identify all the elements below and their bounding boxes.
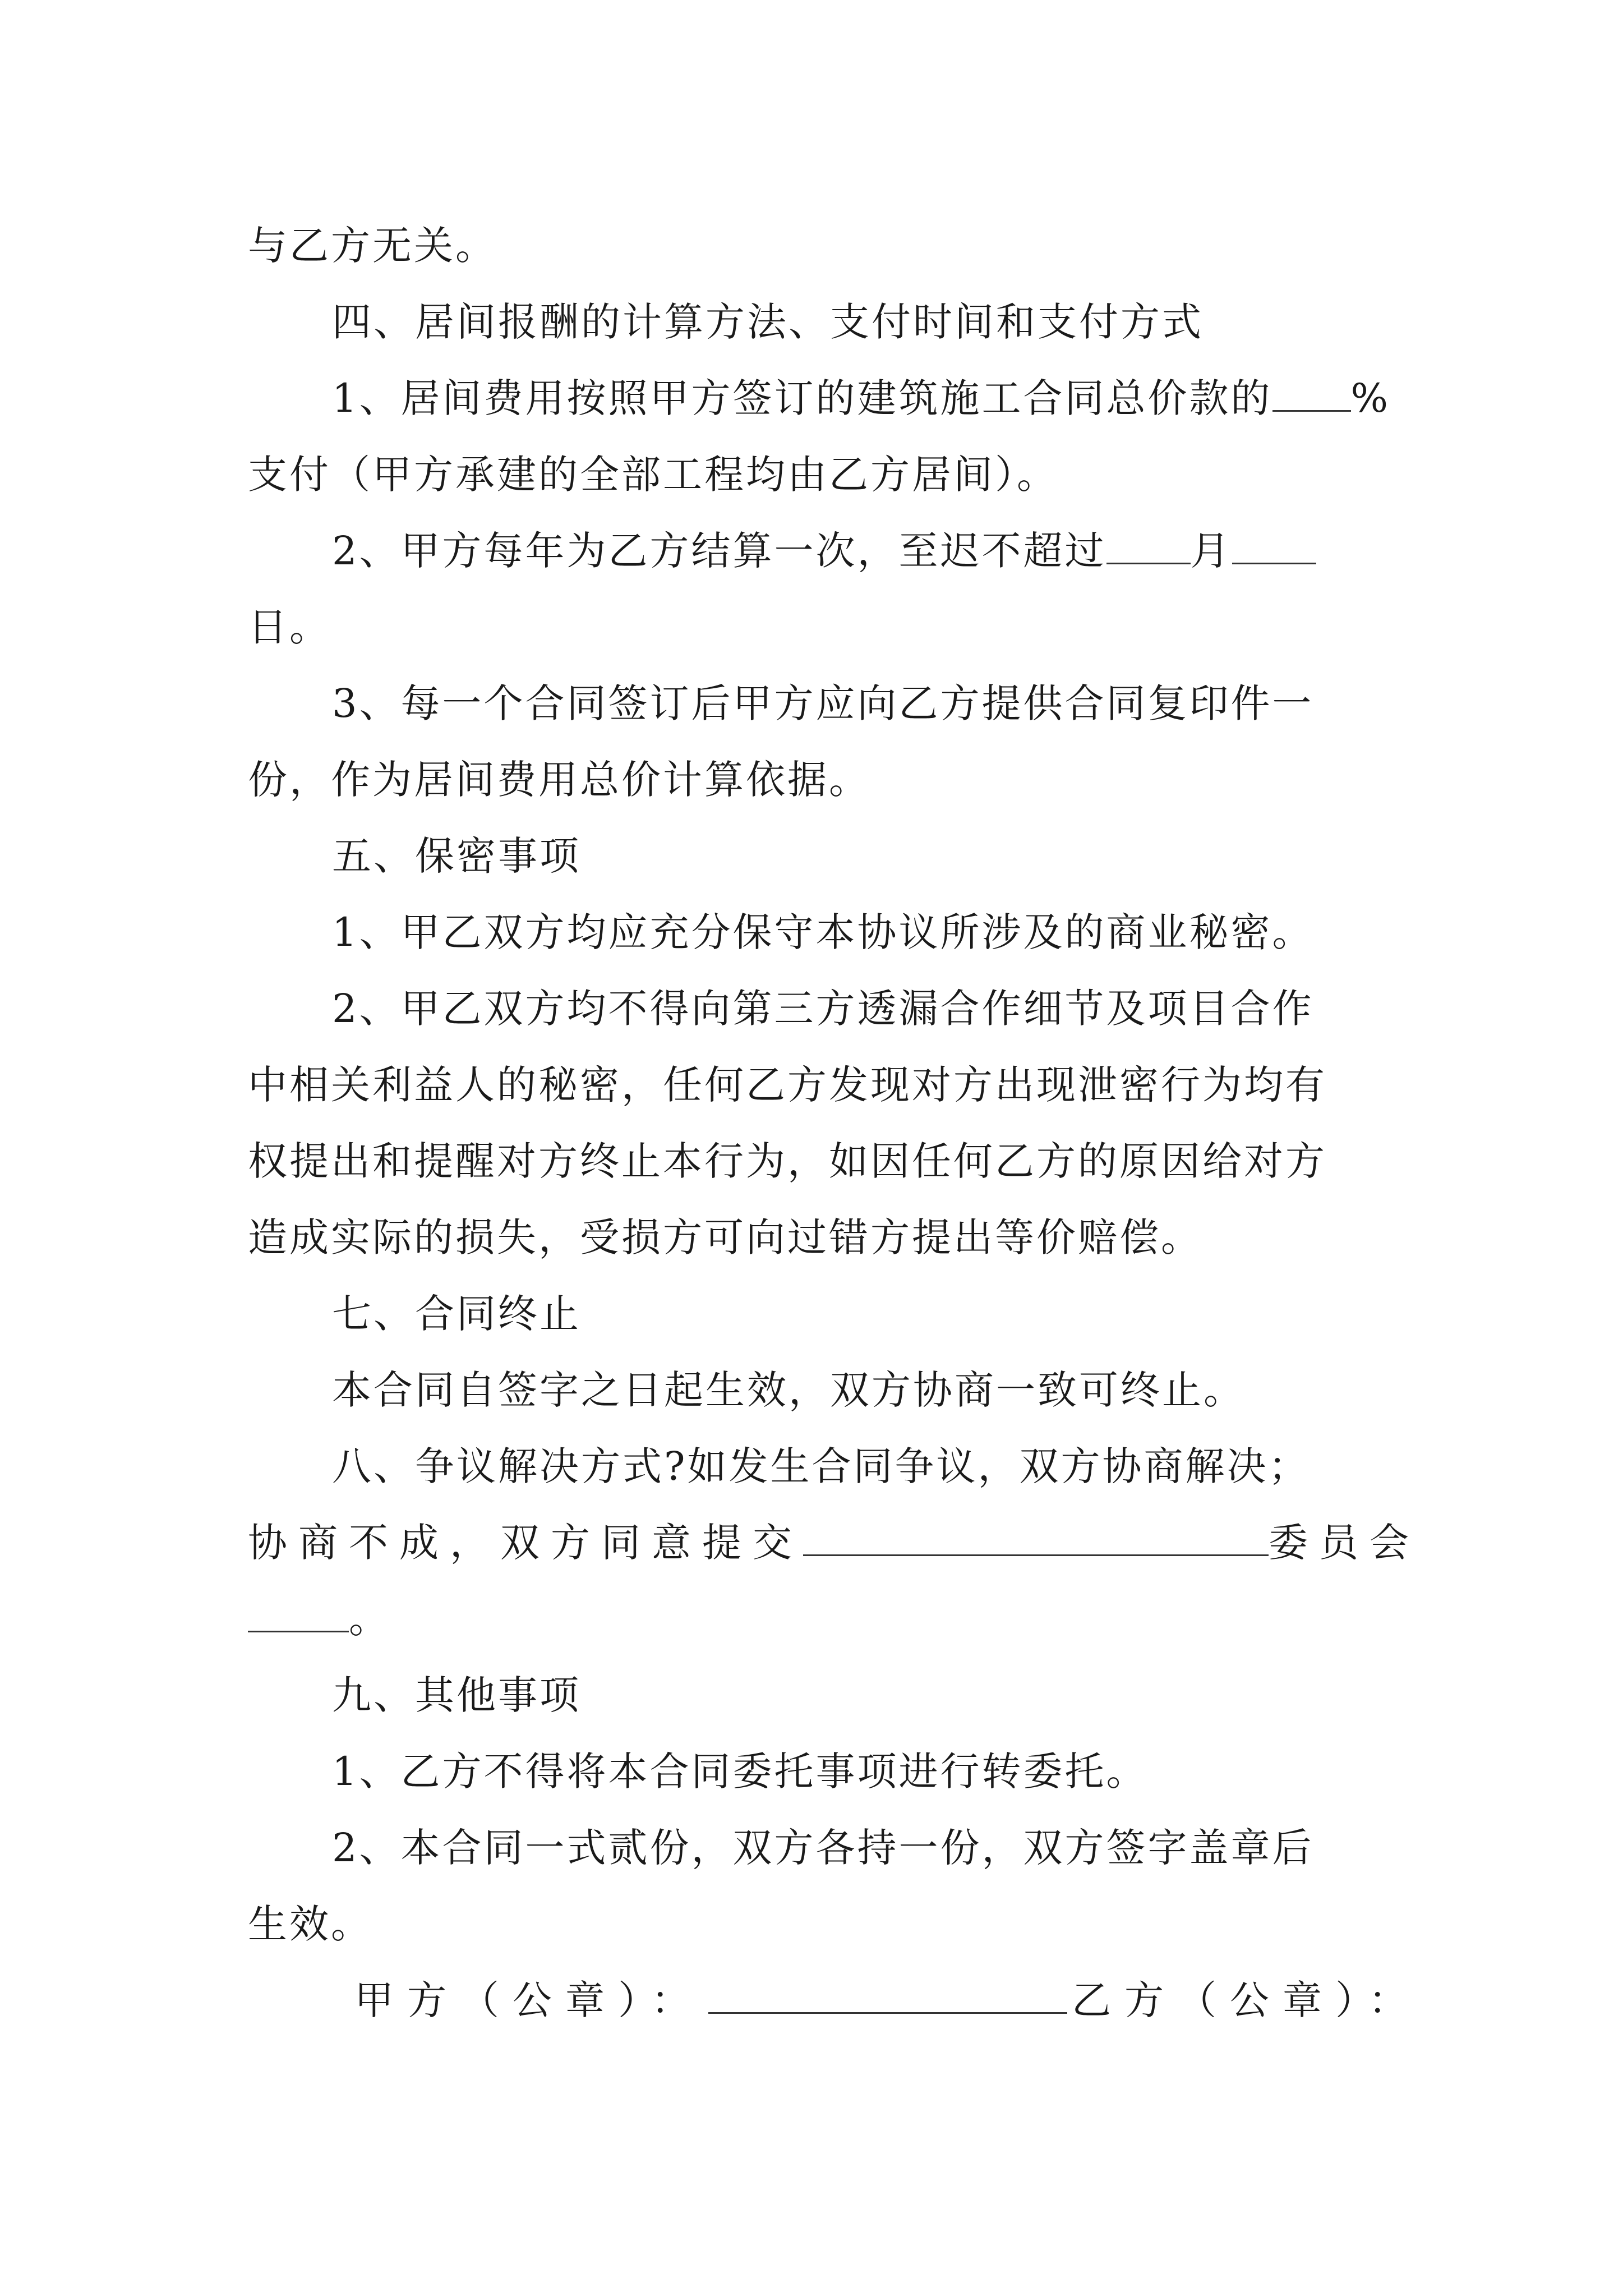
section-heading-remuneration: 四、居间报酬的计算方法、支付时间和支付方式 xyxy=(332,299,1204,345)
section-heading-dispute: 八、争议解决方式?如发生合同争议，双方协商解决； xyxy=(332,1443,1310,1489)
text-segment: 2、甲方每年为乙方结算一次，至迟不超过 xyxy=(332,528,1106,574)
paragraph-line: 权提出和提醒对方终止本行为，如因任何乙方的原因给对方 xyxy=(248,1138,1327,1184)
party-b-seal-label: 乙方（公章）： xyxy=(1072,1977,1421,2023)
text-segment: % xyxy=(1350,375,1391,421)
paragraph-line: 1、乙方不得将本合同委托事项进行转委托。 xyxy=(332,1749,1148,1795)
text-segment: 协商不成，双方同意提交 xyxy=(248,1520,803,1566)
signature-row xyxy=(248,1962,1421,2039)
fill-in-blank-month[interactable] xyxy=(1106,528,1191,564)
paragraph-line: 与乙方无关。 xyxy=(248,223,497,269)
paragraph-line: 本合同自签字之日起生效，双方协商一致可终止。 xyxy=(332,1367,1245,1413)
text-segment: 委员会 xyxy=(1269,1520,1420,1566)
contract-body xyxy=(248,208,1421,2039)
text-segment: 1、居间费用按照甲方签订的建筑施工合同总价款的 xyxy=(332,375,1272,421)
paragraph-line: 日。 xyxy=(248,604,331,650)
text-segment: 月 xyxy=(1190,528,1232,574)
paragraph-line xyxy=(248,1504,1420,1581)
paragraph-line: 2、本合同一式贰份，双方各持一份，双方签字盖章后 xyxy=(332,1825,1314,1871)
paragraph-line xyxy=(248,513,1386,589)
fill-in-blank-percent[interactable] xyxy=(1272,375,1351,412)
paragraph-line xyxy=(248,1581,1386,1657)
paragraph-line: 造成实际的损失，受损方可向过错方提出等价赔偿。 xyxy=(248,1214,1202,1260)
paragraph-line: 3、每一个合同签订后甲方应向乙方提供合同复印件一 xyxy=(332,680,1314,726)
text-segment: 。 xyxy=(349,1596,390,1642)
paragraph-line: 生效。 xyxy=(248,1901,372,1947)
section-heading-confidentiality: 五、保密事项 xyxy=(332,833,581,879)
section-heading-termination: 七、合同终止 xyxy=(332,1291,581,1337)
fill-in-blank-day[interactable] xyxy=(1232,528,1316,564)
paragraph-line: 支付（甲方承建的全部工程均由乙方居间）。 xyxy=(248,452,1058,498)
paragraph-line: 1、甲乙双方均应充分保守本协议所涉及的商业秘密。 xyxy=(332,909,1314,955)
section-heading-other: 九、其他事项 xyxy=(332,1672,581,1718)
paragraph-line: 中相关利益人的秘密，任何乙方发现对方出现泄密行为均有 xyxy=(248,1062,1327,1108)
paragraph-line: 份，作为居间费用总价计算依据。 xyxy=(248,757,870,803)
paragraph-line xyxy=(248,360,1391,436)
fill-in-blank-arbitration-body[interactable] xyxy=(803,1520,1269,1556)
party-a-seal-label: 甲方（公章）： xyxy=(354,1977,704,2023)
party-a-seal-field[interactable] xyxy=(708,1977,1067,2014)
paragraph-line: 2、甲乙双方均不得向第三方透漏合作细节及项目合作 xyxy=(332,986,1314,1032)
fill-in-blank-trailing[interactable] xyxy=(248,1596,349,1632)
